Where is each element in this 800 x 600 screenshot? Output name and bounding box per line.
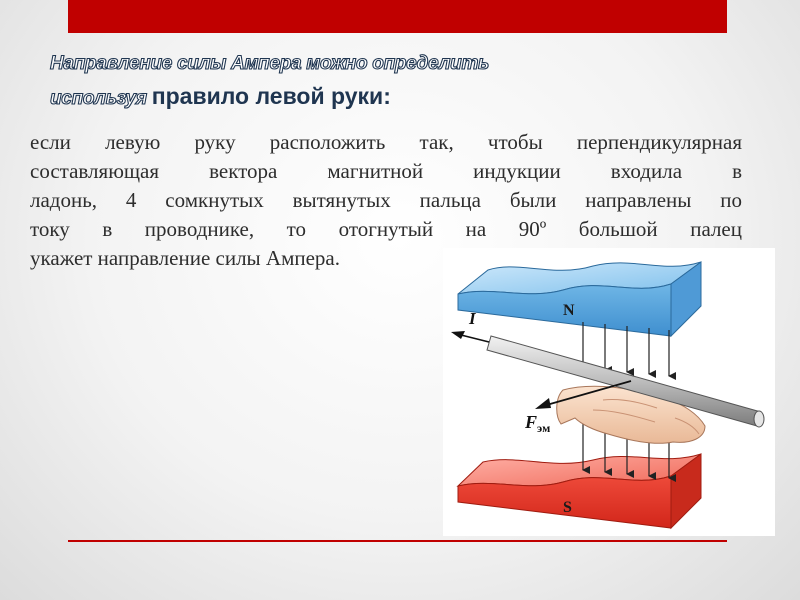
current-arrow	[451, 309, 489, 342]
left-hand-rule-illustration	[443, 248, 775, 536]
illustration-svg	[443, 248, 775, 536]
slide-title	[50, 48, 690, 115]
title-part-1: Направление силы Ампера можно определить	[50, 53, 490, 74]
body-line: ладонь, 4 сомкнутых вытянутых пальца были направлены по	[30, 188, 742, 212]
body-line: току в проводнике, то отогнутый на 90º большой палец	[30, 217, 742, 241]
magnet-north	[458, 262, 701, 336]
current-label: I	[469, 309, 476, 328]
force-subscript: эм	[537, 421, 551, 435]
pole-n-label: N	[563, 302, 575, 319]
body-line: если левую руку расположить так, чтобы перпендикулярная	[30, 130, 742, 154]
magnet-south	[458, 454, 701, 528]
top-accent-bar	[68, 0, 727, 33]
pole-s-label: S	[563, 499, 572, 516]
title-part-2: используя	[50, 88, 147, 109]
bottom-accent-line	[68, 540, 727, 542]
body-line: укажет направление силы Ампера.	[30, 246, 340, 270]
force-label: F	[525, 412, 538, 432]
body-line: составляющая вектора магнитной индукции входила в	[30, 159, 742, 183]
title-rule: правило левой руки:	[151, 83, 391, 109]
